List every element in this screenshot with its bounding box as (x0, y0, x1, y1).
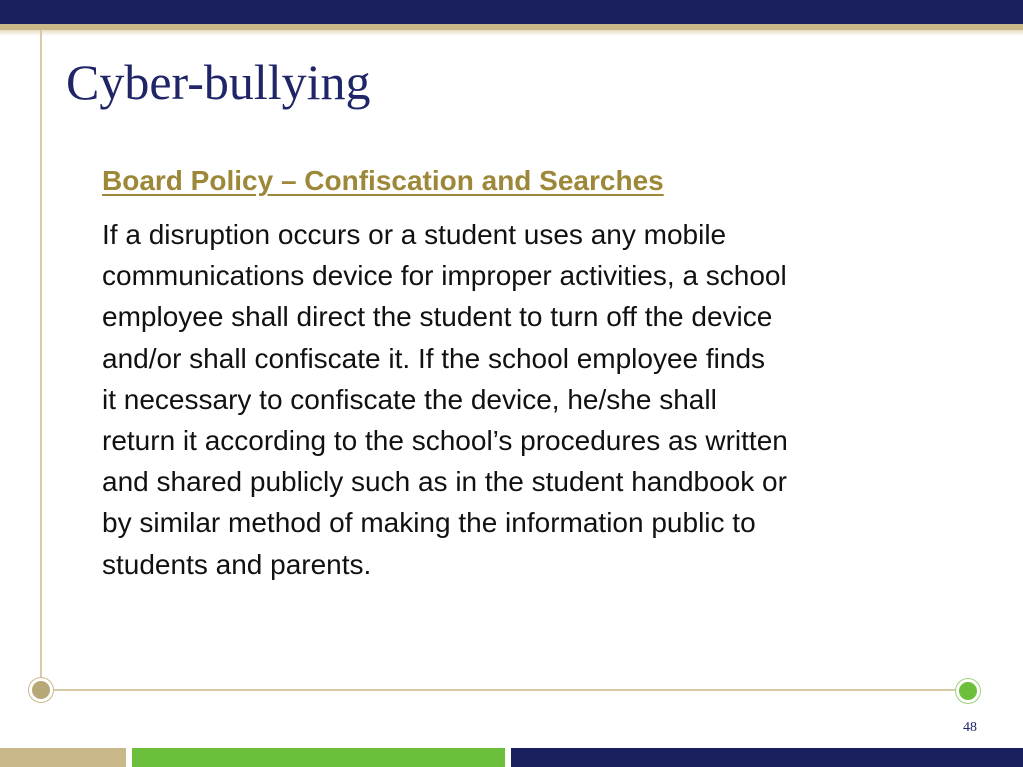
slide-title: Cyber-bullying (66, 54, 371, 110)
policy-subheading: Board Policy – Confiscation and Searches (102, 165, 664, 196)
slide-content (102, 164, 962, 585)
right-circle-ornament (956, 679, 980, 703)
policy-body-text: If a disruption occurs or a student uses any mobile communications device for improper activities, a school employee shall direct the student to turn off the device and/or shall confiscate it. If the school employee finds it necessary to confiscate the device, he/she shall return it according to the school’s procedures as written and shared publicly such as in the student handbook or by similar method of making the information public to students and parents. (102, 219, 788, 580)
footer-navy-bar (511, 748, 1023, 767)
footer-green-bar (132, 748, 505, 767)
footer-gold-bar (0, 748, 126, 767)
bottom-horizontal-rule (40, 689, 970, 691)
top-navy-band (0, 0, 1023, 24)
top-gold-fade (0, 30, 1023, 36)
left-circle-ornament (29, 678, 53, 702)
left-vertical-rule (40, 30, 42, 688)
page-number: 48 (963, 720, 977, 735)
